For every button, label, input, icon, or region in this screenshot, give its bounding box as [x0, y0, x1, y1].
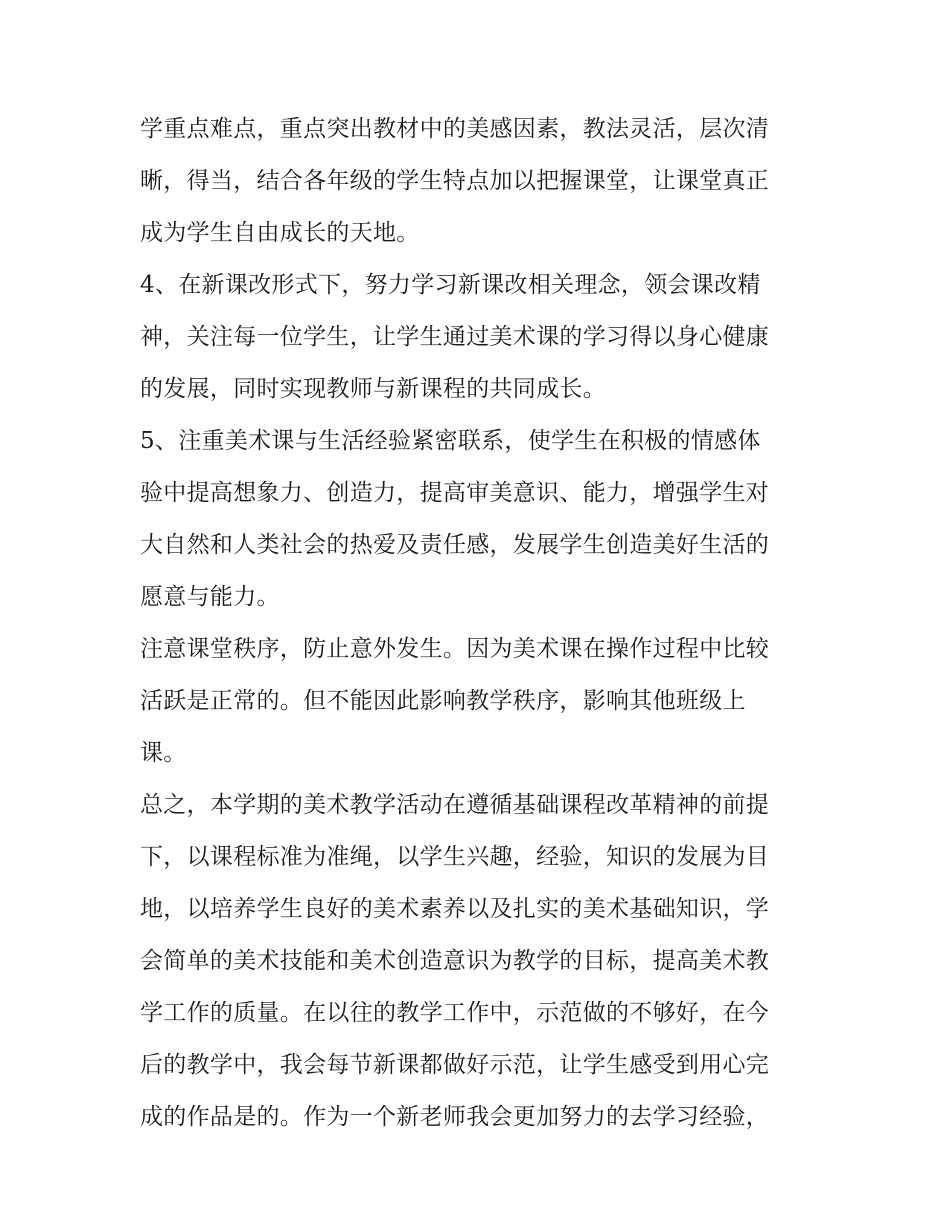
text-line: 地，以培养学生良好的美术素养以及扎实的美术基础知识，学: [140, 896, 770, 922]
text-line: 下，以课程标准为准绳，以学生兴趣，经验，知识的发展为目: [140, 844, 770, 870]
text-line: 4、在新课改形式下，努力学习新课改相关理念，领会课改精: [140, 272, 761, 298]
text-line: 活跃是正常的。但不能因此影响教学秩序，影响其他班级上: [140, 688, 746, 714]
text-line: 愿意与能力。: [140, 584, 280, 610]
text-line: 注意课堂秩序，防止意外发生。因为美术课在操作过程中比较: [140, 636, 770, 662]
text-line: 后的教学中，我会每节新课都做好示范，让学生感受到用心完: [140, 1052, 770, 1078]
text-line: 总之，本学期的美术教学活动在遵循基础课程改革精神的前提: [140, 792, 770, 818]
text-line: 课。: [140, 740, 187, 766]
text-line: 晰，得当，结合各年级的学生特点加以把握课堂，让课堂真正: [140, 168, 770, 194]
text-line: 学工作的质量。在以往的教学工作中，示范做的不够好，在今: [140, 1000, 770, 1026]
text-line: 学重点难点，重点突出教材中的美感因素，教法灵活，层次清: [140, 116, 770, 142]
text-line: 验中提高想象力、创造力，提高审美意识、能力，增强学生对: [140, 480, 770, 506]
text-line: 大自然和人类社会的热爱及责任感，发展学生创造美好生活的: [140, 532, 770, 558]
text-line: 会简单的美术技能和美术创造意识为教学的目标，提高美术教: [140, 948, 770, 974]
text-line: 成的作品是的。作为一个新老师我会更加努力的去学习经验，: [140, 1104, 770, 1130]
text-line: 的发展，同时实现教师与新课程的共同成长。: [140, 376, 606, 402]
text-line: 神，关注每一位学生，让学生通过美术课的学习得以身心健康: [140, 324, 770, 350]
document-body: [140, 106, 820, 1146]
text-line: 成为学生自由成长的天地。: [140, 220, 420, 246]
text-line: 5、注重美术课与生活经验紧密联系，使学生在积极的情感体: [140, 428, 761, 454]
